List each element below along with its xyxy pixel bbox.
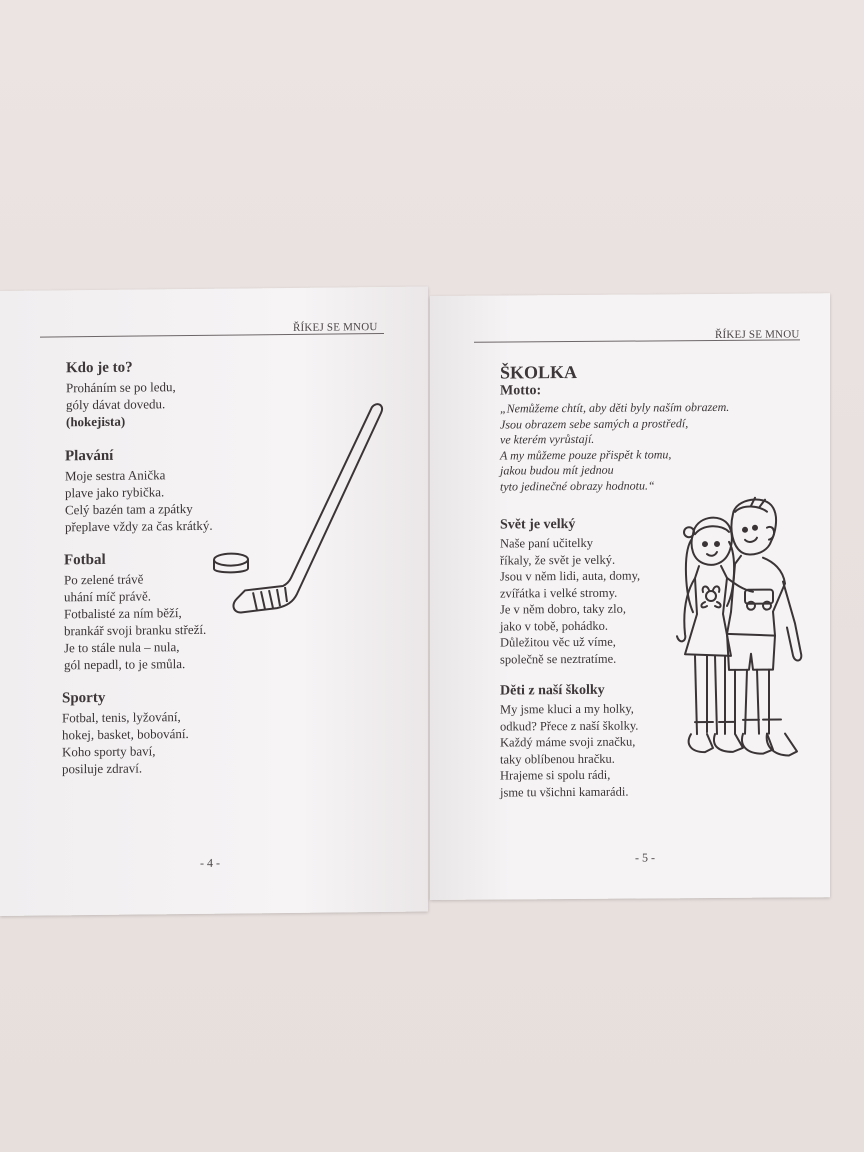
poem-line: odkud? Přece z naší školky.	[500, 718, 639, 734]
motto-line: A my můžeme pouze přispět k tomu,	[500, 446, 672, 463]
school-title-block	[500, 361, 729, 495]
page-title: ŠKOLKA	[500, 361, 578, 383]
header-rule	[40, 333, 384, 338]
poem-line: Fotbalisté za ním běží,	[64, 605, 182, 622]
poem-line: posiluje zdraví.	[62, 760, 143, 777]
running-header: ŘÍKEJ SE MNOU	[715, 328, 800, 342]
poem-line: Je to stále nula – nula,	[64, 639, 180, 656]
section-fotbal	[64, 551, 206, 673]
poem-line: zvířátka i velké stromy.	[500, 585, 618, 601]
puck-icon	[214, 553, 248, 572]
motto-line: jakou budou mít jednou	[500, 462, 614, 478]
section-title: Děti z naší školky	[500, 682, 605, 699]
poem-line: plave jako rybička.	[65, 484, 165, 501]
poem-line: Koho sporty baví,	[62, 743, 156, 760]
motto-line: „Nemůžeme chtít, aby děti byly naším obrazem.	[500, 399, 730, 416]
poem-line: Hrajeme si spolu rádi,	[500, 767, 611, 783]
poem-line: přeplave vždy za čas krátký.	[65, 517, 213, 535]
poem-line: My jsme kluci a my holky,	[500, 701, 634, 717]
left-page	[0, 287, 428, 916]
poem-line: jako v tobě, pohádko.	[500, 618, 608, 634]
poem-line: góly dávat dovedu.	[66, 396, 166, 413]
poem-line: Fotbal, tenis, lyžování,	[62, 709, 181, 726]
section-sporty	[62, 689, 189, 777]
poem-line: Každý máme svoji značku,	[500, 734, 636, 750]
section-title: Plavání	[65, 447, 114, 465]
poem-line: Celý bazén tam a zpátky	[65, 500, 193, 518]
section-title: Fotbal	[64, 551, 106, 569]
poem-line: Je v něm dobro, taky zlo,	[500, 601, 627, 617]
poem-line: Jsou v něm lidi, auta, domy,	[500, 568, 641, 584]
motto-line: ve kterém vyrůstají.	[500, 431, 595, 447]
section-svet-je-velky	[500, 517, 640, 668]
poem-line: taky oblíbenou hračku.	[500, 751, 615, 767]
poem-line: hokej, basket, bobování.	[62, 726, 189, 743]
poem-line: brankář svoji branku střeží.	[64, 621, 207, 639]
poem-line: Důležitou věc už víme,	[500, 634, 616, 650]
poem-line: Proháním se po ledu,	[66, 379, 176, 396]
poem-line: Moje sestra Anička	[65, 467, 166, 484]
motto-line: tyto jedinečné obrazy hodnotu.“	[500, 477, 655, 494]
running-header: ŘÍKEJ SE MNOU	[293, 321, 378, 334]
section-title: Svět je velký	[500, 516, 576, 533]
poem-line: uhání míč právě.	[64, 588, 151, 605]
page-number: - 5 -	[635, 850, 655, 865]
children-illustration-icon	[655, 493, 805, 784]
right-page	[430, 293, 830, 900]
section-title: Kdo je to?	[66, 359, 133, 377]
poem-line: Naše paní učitelky	[500, 535, 594, 551]
section-plavani	[65, 447, 213, 536]
riddle-answer: (hokejista)	[66, 413, 126, 430]
motto-label: Motto:	[500, 383, 542, 399]
page-number: - 4 -	[200, 855, 220, 870]
poem-line: Po zelené trávě	[64, 571, 144, 588]
poem-line: říkaly, že svět je velký.	[500, 552, 616, 568]
poem-line: společně se neztratíme.	[500, 651, 617, 667]
hockey-stick-icon	[205, 397, 390, 619]
section-deti-z-nasi-skolky	[500, 683, 638, 801]
section-title: Sporty	[62, 689, 106, 707]
poem-line: jsme tu všichni kamarádi.	[500, 784, 629, 800]
motto-line: Jsou obrazem sebe samých a prostředí,	[500, 415, 689, 432]
section-kdo-je-to	[66, 359, 176, 430]
poem-line: gól nepadl, to je smůla.	[64, 656, 186, 673]
